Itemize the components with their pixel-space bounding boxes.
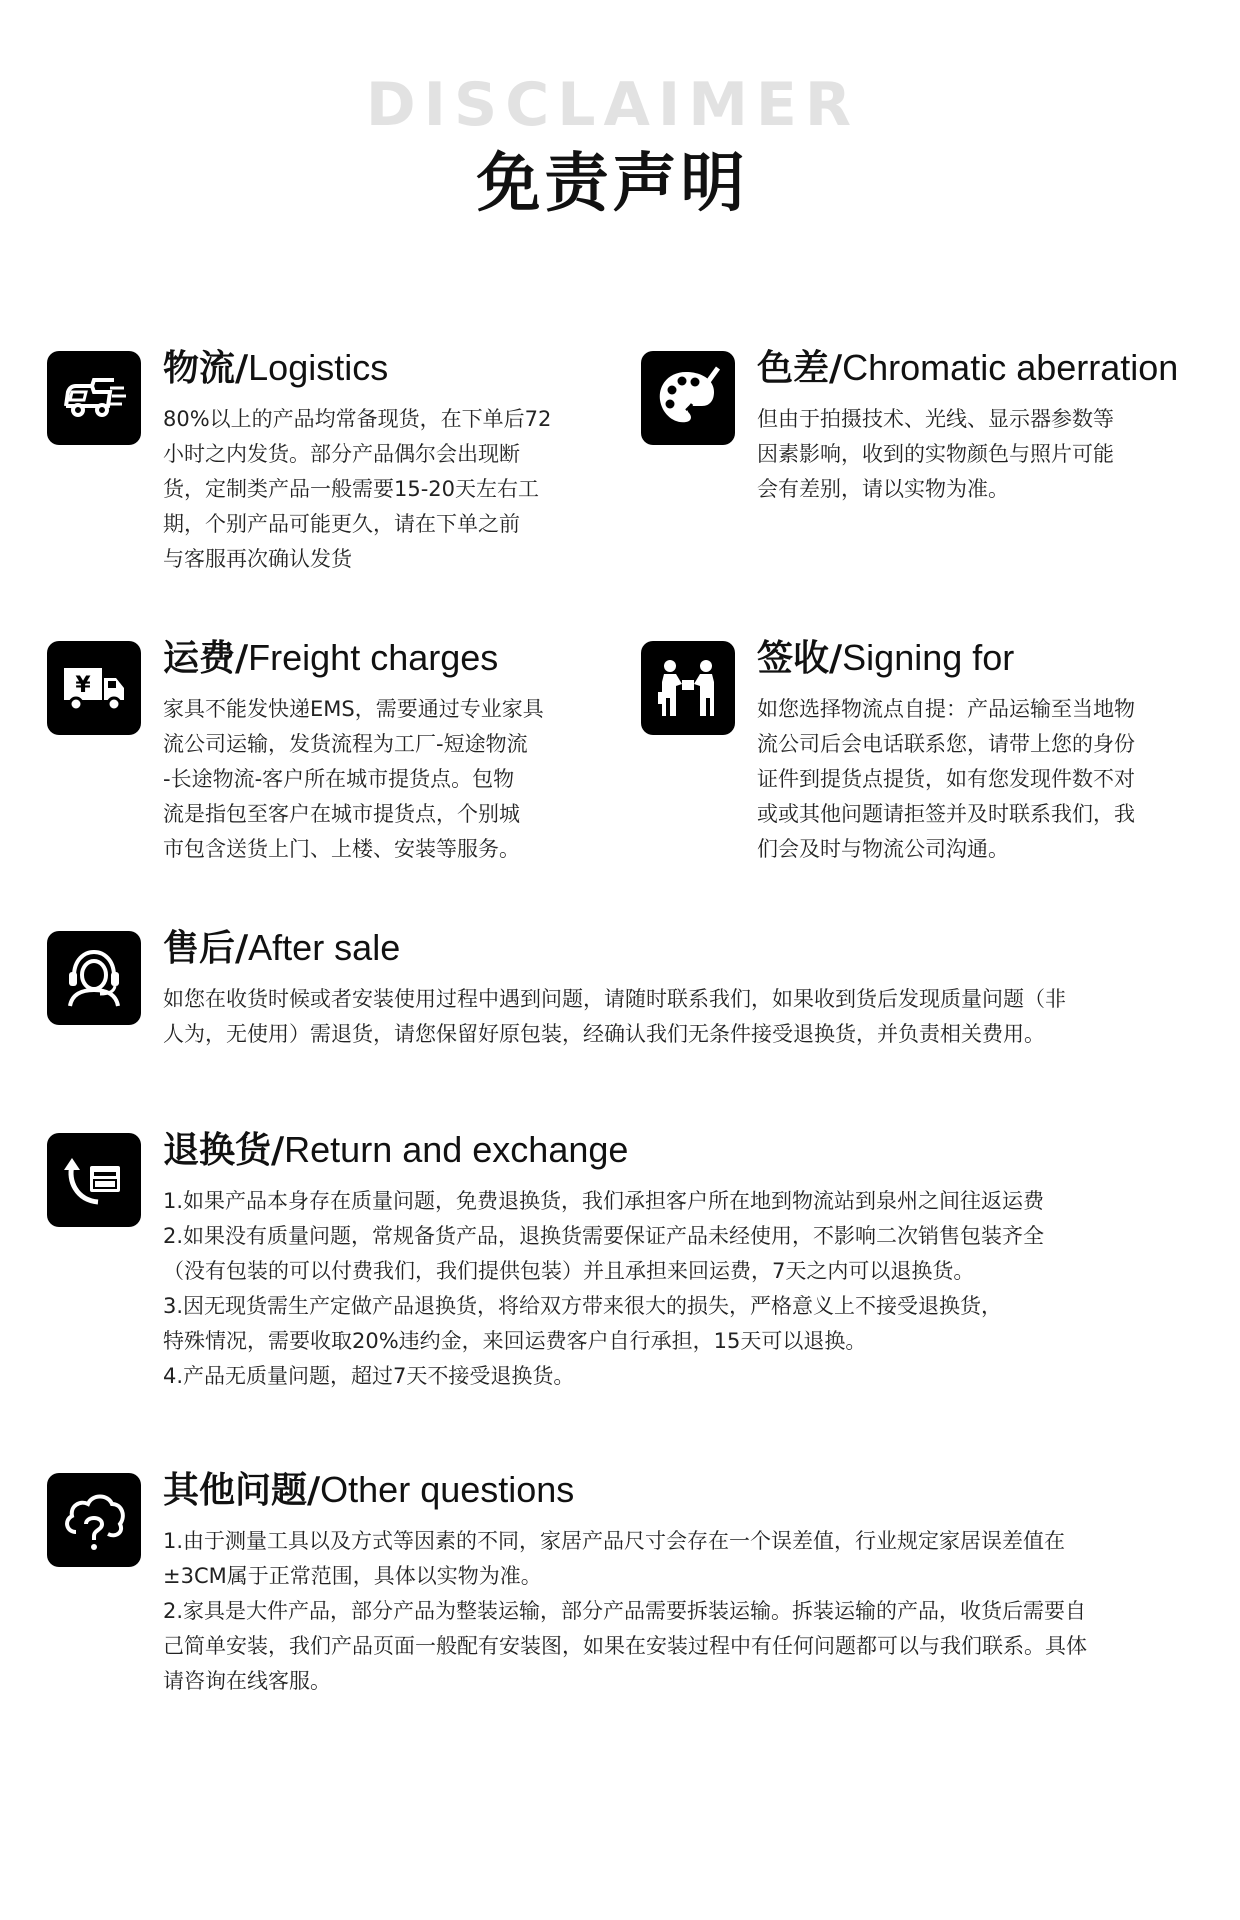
- palette-icon: [641, 351, 735, 445]
- signing-text: 如您选择物流点自提：产品运输至当地物 流公司后会电话联系您，请带上您的身份 证件到提货点提货，如有您发现件数不对 或或其他问题请拒签并及时联系我们，我 们会及时与物流公司沟通。: [757, 697, 1135, 861]
- handover-icon: [641, 641, 735, 735]
- return-box-icon: [47, 1133, 141, 1227]
- return-text: 1.如果产品本身存在质量问题，免费退换货，我们承担客户所在地到物流站到泉州之间往返运费 2.如果没有质量问题，常规备货产品，退换货需要保证产品未经使用，不影响二次销售包装齐全 （没有包装的可以付费我们，我们提供包装）并且承担来回运费，7天之内可以退换货。 3.因无现货需生产定做产品退换货，将给双方带来很大的损失，严格意义上不接受退换货， 特殊情况，需要收取20%违约金，来回运费客户自行承担，15天可以退换。 4.产品无质量问题，超过7天不接受退换货。: [163, 1189, 1045, 1388]
- freight-text: 家具不能发快递EMS，需要通过专业家具 流公司运输，发货流程为工厂-短途物流 -长途物流-客户所在城市提货点。包物 流是指包至客户在城市提货点，个别城 市包含送货上门、上楼、安装等服务。: [163, 697, 544, 861]
- other-title: 其他问题/Other questions: [163, 1469, 575, 1511]
- other-text: 1.由于测量工具以及方式等因素的不同，家居产品尺寸会存在一个误差值，行业规定家居误差值在 ±3CM属于正常范围，具体以实物为准。 2.家具是大件产品，部分产品为整装运输，部分产品需要拆装运输。拆装运输的产品，收货后需要自 己简单安装，我们产品页面一般配有安装图，如果在安装过程中有任何问题都可以与我们联系。具体 请咨询在线客服。: [163, 1529, 1087, 1693]
- signing-title: 签收/Signing for: [757, 637, 1015, 679]
- logistics-title: 物流/Logistics: [163, 347, 389, 389]
- headset-agent-icon: [47, 931, 141, 1025]
- svg-text:¥: ¥: [75, 673, 91, 698]
- header-title-cn: 免责声明: [476, 147, 749, 221]
- logistics-text: 80%以上的产品均常备现货，在下单后72 小时之内发货。部分产品偶尔会出现断 货，定制类产品一般需要15-20天左右工 期，个别产品可能更久，请在下单之前 与客服再次确认发货: [163, 407, 552, 571]
- chromatic-text: 但由于拍摄技术、光线、显示器参数等 因素影响，收到的实物颜色与照片可能 会有差别，请以实物为准。: [757, 407, 1114, 501]
- chromatic-title: 色差/Chromatic aberration: [757, 347, 1179, 389]
- page-header: [0, 70, 1240, 224]
- aftersale-text: 如您在收货时候或者安装使用过程中遇到问题，请随时联系我们，如果收到货后发现质量问题（非 人为，无使用）需退货，请您保留好原包装，经确认我们无条件接受退换货，并负责相关费用。: [163, 987, 1066, 1046]
- return-title: 退换货/Return and exchange: [163, 1129, 629, 1171]
- question-cloud-icon: [47, 1473, 141, 1567]
- aftersale-title: 售后/After sale: [163, 927, 401, 969]
- delivery-truck-icon: [47, 351, 141, 445]
- header-title-en: DISCLAIMER: [365, 70, 860, 140]
- freight-truck-icon: [47, 641, 141, 735]
- freight-title: 运费/Freight charges: [163, 637, 499, 679]
